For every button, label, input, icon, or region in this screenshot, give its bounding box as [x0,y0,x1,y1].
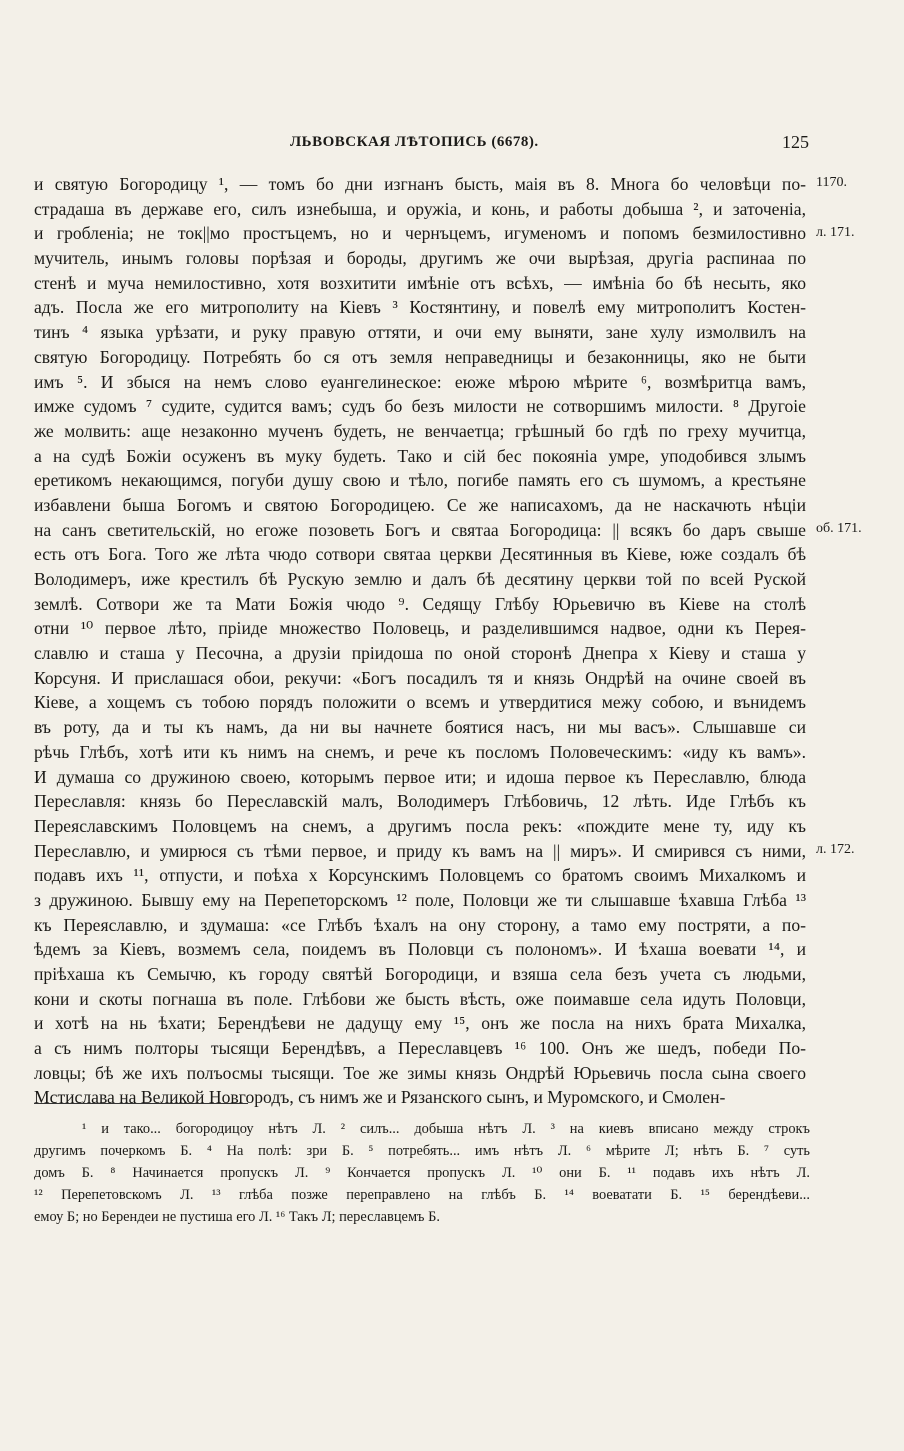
text-line: отни ¹⁰ первое лѣто, пріиде множество Половець, и разделившимся надвое, одни къ Перея- [34,618,806,639]
text-line: мучитель, инымъ головы порѣзая и бороды, другимъ же очи вырѣзая, другіа распинаа по [34,248,806,269]
page-header [0,132,904,156]
running-title: ЛЬВОВСКАЯ ЛѢТОПИСЬ (6678). [290,134,539,150]
text-line: И думаша со дружиною своею, которымъ первое ити; и идоша первое къ Переславлю, блюда [34,766,806,787]
text-line: имже судомъ ⁷ судите, судится вамъ; судъ бо безъ милости не сотворшимъ милости. ⁸ Другоіе [34,396,806,417]
footnote-line: домъ Б. ⁸ Начинается пропускъ Л. ⁹ Кончается пропускъ Л. ¹⁰ они Б. ¹¹ подавъ ихъ нѣтъ Л. [34,1165,810,1181]
text-line: Володимеръ, иже крестилъ бѣ Рускую землю и далъ бѣ десятину церкви той по всей Руской [34,569,806,589]
text-line: ѣдемъ за Кіевъ, возмемъ села, поидемъ въ Половци съ полономъ». И ѣхаша воевати ¹⁴, и [34,939,806,960]
text-line: ловцы; бѣ же ихъ полъосмы тысящи. Тое же зимы князь Ондрѣй Юрьевичь посла сына своего [34,1062,806,1083]
text-line: въ роту, да и ты къ намъ, да ни вы начнете боятися насъ, ни мы васъ». Слышавше си [34,717,806,738]
text-line: Корсуня. И прислашася обои, рекучи: «Богъ посадилъ тя и князь Ондрѣй на очине своей въ [34,667,806,688]
text-line: Переславлю, и умирюся съ тѣми первое, и приду къ вамъ на || миръ». И смирився съ ними, [34,840,806,861]
text-line: имъ ⁵. И збыся на немъ слово еуангелинеское: еюже мѣрою мѣрите ⁶, возмѣритца вамъ, [34,371,806,392]
text-line: а съ нимъ полторы тысящи Берендѣвъ, а Переславцевъ ¹⁶ 100. Онъ же шедъ, победи По- [34,1038,806,1059]
text-line: адъ. Посла же его митрополиту на Кіевъ ³ Костянтину, и повелѣ ему митрополитъ Костен- [34,297,806,318]
margin-leaf-ref: л. 172. [816,842,855,857]
text-line: избавлени быша Богомъ и святою Богородицею. Се же написахомъ, да не наскачють нѣціи [34,494,806,515]
text-line: рѣчь Глѣбъ, хотѣ ити къ нимъ на снемъ, и рече къ посломъ Половеческимъ: «иду къ вамъ». [34,741,806,762]
footnote-rule [34,1103,248,1104]
text-line: Переславля: князь бо Переславскій малъ, Володимеръ Глѣбовичь, 12 лѣть. Иде Глѣбъ къ [34,791,806,812]
footnotes [34,1118,810,1228]
text-line: и хотѣ на нь ѣхати; Берендѣеви не дадущу ему ¹⁵, онъ же посла на нихъ брата Михалка, [34,1013,806,1034]
text-line: землѣ. Сотвори же та Мати Божія чюдо ⁹. Седящу Глѣбу Юрьевичю въ Кіеве на столѣ [34,593,806,614]
footnote-line: ¹² Перепетовскомъ Л. ¹³ глѣба позже переправлено на глѣбъ Б. ¹⁴ воеватати Б. ¹⁵ берендѣеви... [34,1187,810,1203]
text-line: а на судѣ Божіи осуженъ въ муку будеть. Тако и сій бес покояніа умре, уподобився злымъ [34,445,806,466]
margin-leaf-ref: л. 171. [816,225,855,240]
text-line: кони и скоты погнаша въ поле. Глѣбови же бысть вѣсть, оже поимавше села идуть Половци, [34,988,806,1009]
text-line: Переяславскимъ Половцемъ на снемъ, а другимъ посла рекъ: «пождите мене ту, иду къ [34,815,806,836]
text-line: славлю и сташа у Песочна, а друзіи пріидоша по оной сторонѣ Днепра х Кіеву и сташа у [34,643,806,664]
footnote-line: другимъ почеркомъ Б. ⁴ На полѣ: зри Б. ⁵ потребять... имъ нѣтъ Л. ⁶ мѣрите Л; нѣтъ Б. ⁷ суть [34,1143,810,1159]
footnote-line: емоу Б; но Берендеи не пустиша его Л. ¹⁶ Такъ Л; переславцемъ Б. [34,1209,440,1225]
margin-leaf-ref: об. 171. [816,521,862,536]
text-line: же молвить: аще незаконно мученъ будеть, не венчаетца; грѣшный бо гдѣ по греху мучитца, [34,420,806,441]
footnote-line: ¹ и тако... богородицоу нѣтъ Л. ² силъ... добыша нѣтъ Л. ³ на киевъ вписано между строкъ [82,1121,810,1137]
text-line: пріѣхаша къ Семычю, къ городу святѣй Богородици, и взяша села безъ учета съ людьми, [34,964,806,984]
text-line: Кіеве, а хощемъ съ тобою порядъ положити о всемъ и утвердитися межу собою, и вънидемъ [34,692,806,713]
margin-year: 1170. [816,175,847,190]
text-line: тинъ ⁴ языка урѣзати, и руку правую оттяти, и очи ему выняти, зане хулу измолвилъ на [34,322,806,343]
text-line: къ Переяславлю, и здумаша: «се Глѣбъ ѣхалъ на ону сторону, а тамо ему постряти, а по- [34,914,806,935]
text-line: и гробленіа; не ток||мо простъцемъ, но и чернъцемъ, игуменомъ и попомъ безмилостивно [34,223,806,244]
text-line: на санъ светительскій, но егоже позоветь Богъ и святаа Богородица: || всякъ бо даръ свыше [34,519,806,540]
page-number: 125 [782,132,809,152]
text-line: Мстислава на Великой Новгородъ, съ нимъ же и Рязанского сынъ, и Муромского, и Смолен- [34,1087,726,1108]
text-line: стенѣ и муча немилостивно, хотя возхитити имѣніе отъ всѣхъ, — имѣніа бо бѣ несыть, яко [34,272,806,293]
text-line: подавъ ихъ ¹¹, отпусти, и поѣха х Корсунскимъ Половцемъ со братомъ своимъ Михалкомъ и [34,865,806,886]
text-line: святую Богородицу. Потребять бо ся отъ земля неправедницы и безаконницы, яко не быти [34,346,806,367]
text-line: страдаша въ державе его, силъ изнебыша, и оружіа, и конь, и работы добыша ², и заточеніа, [34,198,806,219]
text-line: еретикомъ некающимся, погуби душу свою и тѣло, погибе память его съ шумомъ, а крестьяне [34,470,806,491]
text-line: и святую Богородицу ¹, — томъ бо дни изгнанъ бысть, маія въ 8. Многа бо человѣци по- [34,174,806,194]
chronicle-text [34,172,806,1110]
text-line: есть отъ Бога. Того же лѣта чюдо сотвори святаа церкви Десятинныя въ Кіеве, юже создалъ бѣ [34,544,806,565]
text-line: з дружиною. Бывшу ему на Перепеторскомъ ¹² поле, Половци же ти слышавше ѣхавша Глѣба ¹³ [34,889,806,910]
